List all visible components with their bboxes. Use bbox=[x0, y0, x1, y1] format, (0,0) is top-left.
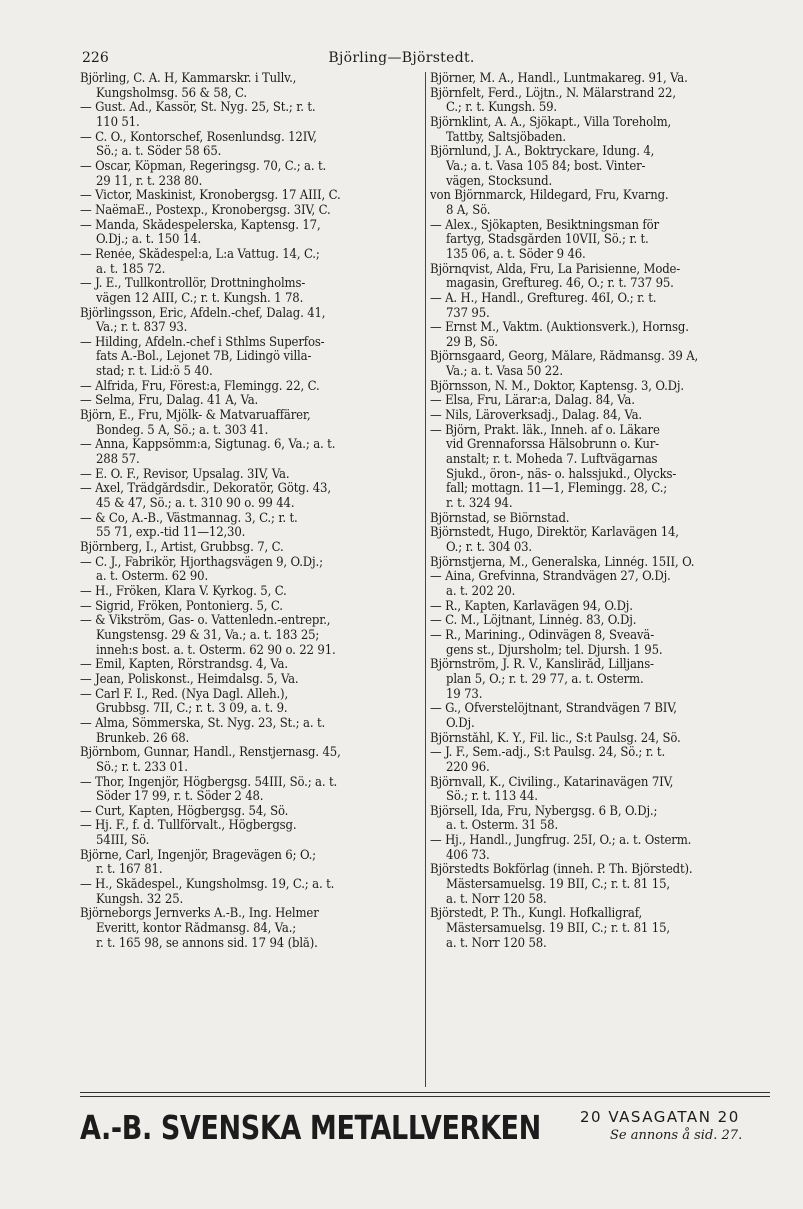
page-number: 226 bbox=[82, 50, 109, 66]
advertiser-name: A.-B. SVENSKA METALLVERKEN bbox=[80, 1108, 541, 1147]
directory-entry-line: — Victor, Maskinist, Kronobergsg. 17 AIII, C. bbox=[80, 189, 341, 204]
entry-continuation-line: 135 06, a. t. Söder 9 46. bbox=[446, 247, 586, 262]
entry-continuation-line: vägen 12 AIII, C.; r. t. Kungsh. 1 78. bbox=[96, 291, 304, 306]
entry-continuation-line: a. t. Norr 120 58. bbox=[446, 936, 547, 951]
directory-entry-line: — Alfrida, Fru, Förest:a, Flemingg. 22, C. bbox=[80, 379, 320, 394]
entry-continuation-line: 54III, Sö. bbox=[96, 834, 150, 849]
directory-entry-line: Björling, C. A. H, Kammarskr. i Tullv., bbox=[80, 72, 297, 86]
entry-continuation-line: gens st., Djursholm; tel. Djursh. 1 95. bbox=[446, 643, 663, 658]
entry-continuation-line: Sjukd., öron-, näs- o. halssjukd., Olycks- bbox=[446, 467, 677, 482]
directory-entry-line: — R., Kapten, Karlavägen 94, Ö.Dj. bbox=[430, 599, 633, 614]
entry-continuation-line: Brunkeb. 26 68. bbox=[96, 731, 190, 746]
entry-continuation-line: plan 5, Ö.; r. t. 29 77, a. t. Österm. bbox=[446, 672, 644, 687]
directory-entry-line: — Curt, Kapten, Högbergsg. 54, Sö. bbox=[80, 804, 289, 819]
directory-entry-line: — Anna, Kappsömm:a, Sigtunag. 6, Va.; a. t. bbox=[80, 438, 336, 453]
directory-entry-line: — Hj. F., f. d. Tullförvalt., Högbergsg. bbox=[80, 819, 297, 834]
column-divider bbox=[425, 72, 426, 1087]
directory-entry-line: — G., Öfverstelöjtnant, Strandvägen 7 BIV, bbox=[430, 702, 677, 717]
directory-entry-line: von Björnmarck, Hildegard, Fru, Kvarng. bbox=[430, 189, 669, 204]
directory-entry-line: Björnvall, K., Civiling., Katarinavägen 7IV, bbox=[430, 775, 674, 790]
entry-continuation-line: a. t. 185 72. bbox=[96, 262, 166, 277]
directory-entry-line: — Björn, Prakt. läk., Inneh. af o. Läkare bbox=[430, 423, 660, 438]
directory-entry-line: Björstedts Bokförlag (inneh. P. Th. Björstedt). bbox=[430, 863, 693, 878]
entry-continuation-line: Tattby, Saltsjöbaden. bbox=[446, 130, 566, 145]
entry-continuation-line: vägen, Stocksund. bbox=[446, 174, 553, 189]
footer-rule-top bbox=[80, 1092, 770, 1093]
entry-continuation-line: Sö.; r. t. 113 44. bbox=[446, 790, 538, 805]
directory-entry-line: — Oscar, Köpman, Regeringsg. 70, C.; a. t. bbox=[80, 159, 327, 174]
directory-entry-line: — Aina, Grefvinna, Strandvägen 27, Ö.Dj. bbox=[430, 570, 671, 585]
directory-entry-line: — Thor, Ingenjör, Högbergsg. 54III, Sö.; a. t. bbox=[80, 775, 338, 790]
directory-entry-line: — R., Marining., Odinvägen 8, Sveavä- bbox=[430, 628, 654, 643]
directory-entry-line: — & Co, A.-B., Västmannag. 3, C.; r. t. bbox=[80, 511, 298, 526]
directory-entry-line: — Hj., Handl., Jungfrug. 25I, Ö.; a. t. Österm. bbox=[430, 834, 692, 849]
directory-entry-line: — Emil, Kapten, Rörstrandsg. 4, Va. bbox=[80, 658, 288, 673]
entry-continuation-line: anstalt; r. t. Moheda 7. Luftvägarnas bbox=[446, 453, 658, 468]
directory-entry-line: — Selma, Fru, Dalag. 41 A, Va. bbox=[80, 394, 259, 409]
directory-entry-line: — H., Fröken, Klara V. Kyrkog. 5, C. bbox=[80, 584, 287, 599]
entry-continuation-line: Bondeg. 5 A, Sö.; a. t. 303 41. bbox=[96, 423, 269, 438]
directory-entry-line: — C. O., Kontorschef, Rosenlundsg. 12IV, bbox=[80, 130, 317, 145]
directory-entry-line: — Sigrid, Fröken, Pontonierg. 5, C. bbox=[80, 599, 283, 614]
entry-continuation-line: magasin, Greftureg. 46, Ö.; r. t. 737 95. bbox=[446, 277, 674, 292]
directory-entry-line: Björnsson, N. M., Doktor, Kaptensg. 3, Ö.Dj. bbox=[430, 379, 684, 394]
entry-continuation-line: Kungsholmsg. 56 & 58, C. bbox=[96, 86, 247, 101]
entry-continuation-line: 19 73. bbox=[446, 687, 483, 702]
directory-entry-line: — Renée, Skådespel:a, L:a Vattug. 14, C.; bbox=[80, 247, 320, 262]
directory-entry-line: Björnståhl, K. Y., Fil. lic., S:t Paulsg. 24, Sö. bbox=[430, 731, 681, 746]
directory-entry-line: — Manda, Skådespelerska, Kaptensg. 17, bbox=[80, 218, 321, 233]
entry-continuation-line: Grubbsg. 7II, C.; r. t. 3 09, a. t. 9. bbox=[96, 702, 288, 717]
directory-entry-line: — A. H., Handl., Greftureg. 46I, Ö.; r. t. bbox=[430, 291, 657, 306]
entry-continuation-line: Ö.Dj.; a. t. 150 14. bbox=[96, 233, 202, 248]
entry-continuation-line: Söder 17 99, r. t. Söder 2 48. bbox=[96, 790, 264, 805]
entry-continuation-line: a. t. Österm. 62 90. bbox=[96, 570, 209, 585]
directory-entry-line: — Hilding, Afdeln.-chef i Sthlms Superfos- bbox=[80, 335, 325, 350]
entry-continuation-line: Ö.Dj. bbox=[446, 716, 475, 731]
left-column bbox=[80, 72, 422, 951]
entry-continuation-line: stad; r. t. Lid:ö 5 40. bbox=[96, 365, 213, 380]
directory-entry-line: — E. O. F., Revisor, Upsalag. 3IV, Va. bbox=[80, 467, 290, 482]
entry-continuation-line: Va.; r. t. 837 93. bbox=[96, 321, 188, 336]
running-title: Björling—Björstedt. bbox=[328, 50, 475, 66]
directory-entry-line: — Nils, Läroverksadj., Dalag. 84, Va. bbox=[430, 409, 642, 424]
directory-entry-line: — J. F., Sem.-adj., S:t Paulsg. 24, Sö.; r. t. bbox=[430, 746, 666, 761]
entry-continuation-line: inneh:s bost. a. t. Österm. 62 90 o. 22 91. bbox=[96, 643, 336, 658]
entry-continuation-line: 288 57. bbox=[96, 453, 140, 468]
entry-continuation-line: fartyg, Stadsgården 10VII, Sö.; r. t. bbox=[446, 233, 649, 248]
entry-continuation-line: Kungstensg. 29 & 31, Va.; a. t. 183 25; bbox=[96, 628, 320, 643]
directory-entry-line: Björn, E., Fru, Mjölk- & Matvaruaffärer, bbox=[80, 409, 311, 424]
entry-continuation-line: 406 73. bbox=[446, 848, 490, 863]
directory-entry-line: — & Vikström, Gas- o. Vattenledn.-entrepr., bbox=[80, 614, 331, 629]
entry-continuation-line: 110 51. bbox=[96, 115, 140, 130]
entry-continuation-line: Mästersamuelsg. 19 BII, C.; r. t. 81 15, bbox=[446, 922, 670, 937]
directory-entry-line: — Jean, Poliskonst., Heimdalsg. 5, Va. bbox=[80, 672, 299, 687]
right-column bbox=[430, 72, 770, 951]
entry-continuation-line: fats A.-Bol., Lejonet 7B, Lidingö villa- bbox=[96, 350, 312, 365]
directory-entry-line: — NaëmaE., Postexp., Kronobergsg. 3IV, C. bbox=[80, 203, 331, 218]
directory-entry-line: Björne, Carl, Ingenjör, Bragevägen 6; Ö.; bbox=[80, 848, 316, 863]
advertisement-reference: Se annons å sid. 27. bbox=[610, 1128, 743, 1143]
entry-continuation-line: a. t. Norr 120 58. bbox=[446, 892, 547, 907]
directory-entry-line: Björnklint, A. A., Sjökapt., Villa Toreholm, bbox=[430, 115, 672, 130]
advertiser-address: 20 VASAGATAN 20 bbox=[580, 1108, 740, 1126]
directory-entry-line: — Carl F. I., Red. (Nya Dagl. Alleh.), bbox=[80, 687, 289, 702]
directory-entry-line: Björnstedt, Hugo, Direktör, Karlavägen 14, bbox=[430, 526, 679, 541]
directory-entry-line: — Alma, Sömmerska, St. Nyg. 23, St.; a. t. bbox=[80, 716, 326, 731]
entry-continuation-line: 8 A, Sö. bbox=[446, 203, 491, 218]
entry-continuation-line: 45 & 47, Sö.; a. t. 310 90 o. 99 44. bbox=[96, 497, 295, 512]
entry-continuation-line: 55 71, exp.-tid 11—12,30. bbox=[96, 526, 246, 541]
directory-entry-line: — Axel, Trädgårdsdir., Dekoratör, Götg. 43, bbox=[80, 482, 331, 497]
directory-entry-line: — Elsa, Fru, Lärar:a, Dalag. 84, Va. bbox=[430, 394, 635, 409]
entry-continuation-line: 29 11, r. t. 238 80. bbox=[96, 174, 203, 189]
directory-entry-line: Björnqvist, Alda, Fru, La Parisienne, Mode- bbox=[430, 262, 681, 277]
entry-continuation-line: a. t. 202 20. bbox=[446, 584, 516, 599]
directory-entry-line: Björnstad, se Biörnstad. bbox=[430, 511, 570, 526]
entry-continuation-line: fall; mottagn. 11—1, Flemingg. 28, C.; bbox=[446, 482, 668, 497]
directory-entry-line: — J. E., Tullkontrollör, Drottningholms- bbox=[80, 277, 306, 292]
directory-entry-line: — C. J., Fabrikör, Hjorthagsvägen 9, Ö.Dj.; bbox=[80, 555, 323, 570]
entry-continuation-line: r. t. 165 98, se annons sid. 17 94 (blå). bbox=[96, 936, 318, 951]
entry-continuation-line: C.; r. t. Kungsh. 59. bbox=[446, 101, 557, 116]
directory-entry-line: Björsell, Ida, Fru, Nybergsg. 6 B, Ö.Dj.; bbox=[430, 804, 658, 819]
entry-continuation-line: 29 B, Sö. bbox=[446, 335, 498, 350]
directory-entry-line: Björnstjerna, M., Generalska, Linnég. 15II, Ö. bbox=[430, 555, 695, 570]
directory-entry-line: — Gust. Ad., Kassör, St. Nyg. 25, St.; r. t. bbox=[80, 101, 316, 116]
directory-entry-line: Björlingsson, Eric, Afdeln.-chef, Dalag. 41, bbox=[80, 306, 326, 321]
directory-entry-line: Björneborgs Jernverks A.-B., Ing. Helmer bbox=[80, 907, 319, 922]
entry-continuation-line: Va.; a. t. Vasa 105 84; bost. Vinter- bbox=[446, 159, 646, 174]
directory-entry-line: — H., Skådespel., Kungsholmsg. 19, C.; a. t. bbox=[80, 878, 335, 893]
entry-continuation-line: Ö.; r. t. 304 03. bbox=[446, 541, 532, 555]
directory-entry-line: — C. M., Löjtnant, Linnég. 83, Ö.Dj. bbox=[430, 614, 637, 629]
directory-entry-line: Björner, M. A., Handl., Luntmakareg. 91, Va. bbox=[430, 72, 688, 86]
entry-continuation-line: vid Grennaforssa Hälsobrunn o. Kur- bbox=[446, 438, 659, 453]
entry-continuation-line: 220 96. bbox=[446, 760, 490, 775]
directory-entry-line: Björstedt, P. Th., Kungl. Hofkalligraf, bbox=[430, 907, 643, 922]
entry-continuation-line: 737 95. bbox=[446, 306, 490, 321]
entry-continuation-line: Mästersamuelsg. 19 BII, C.; r. t. 81 15, bbox=[446, 878, 670, 893]
directory-entry-line: Björnfelt, Ferd., Löjtn., N. Mälarstrand 22, bbox=[430, 86, 676, 101]
entry-continuation-line: a. t. Österm. 31 58. bbox=[446, 819, 559, 834]
entry-continuation-line: r. t. 167 81. bbox=[96, 863, 163, 878]
advertisement-banner bbox=[80, 1106, 770, 1152]
directory-entry-line: Björnström, J. R. V., Kansliråd, Lilljans- bbox=[430, 658, 654, 673]
directory-entry-line: Björnlund, J. A., Boktryckare, Idung. 4, bbox=[430, 145, 655, 160]
entry-continuation-line: r. t. 324 94. bbox=[446, 497, 513, 512]
footer-rule-bottom bbox=[80, 1096, 770, 1097]
entry-continuation-line: Sö.; a. t. Söder 58 65. bbox=[96, 145, 222, 160]
directory-entry-line: — Alex., Sjökapten, Besiktningsman för bbox=[430, 218, 659, 233]
directory-entry-line: Björnsgaard, Georg, Målare, Rådmansg. 39 A, bbox=[430, 350, 699, 365]
directory-entry-line: Björnbom, Gunnar, Handl., Renstjernasg. 45, bbox=[80, 746, 341, 761]
entry-continuation-line: Sö.; r. t. 233 01. bbox=[96, 760, 188, 775]
directory-entry-line: — Ernst M., Vaktm. (Auktionsverk.), Hornsg. bbox=[430, 321, 689, 336]
entry-continuation-line: Everitt, kontor Rådmansg. 84, Va.; bbox=[96, 922, 297, 937]
entry-continuation-line: Va.; a. t. Vasa 50 22. bbox=[446, 365, 563, 380]
directory-entry-line: Björnberg, I., Artist, Grubbsg. 7, C. bbox=[80, 541, 284, 555]
entry-continuation-line: Kungsh. 32 25. bbox=[96, 892, 184, 907]
